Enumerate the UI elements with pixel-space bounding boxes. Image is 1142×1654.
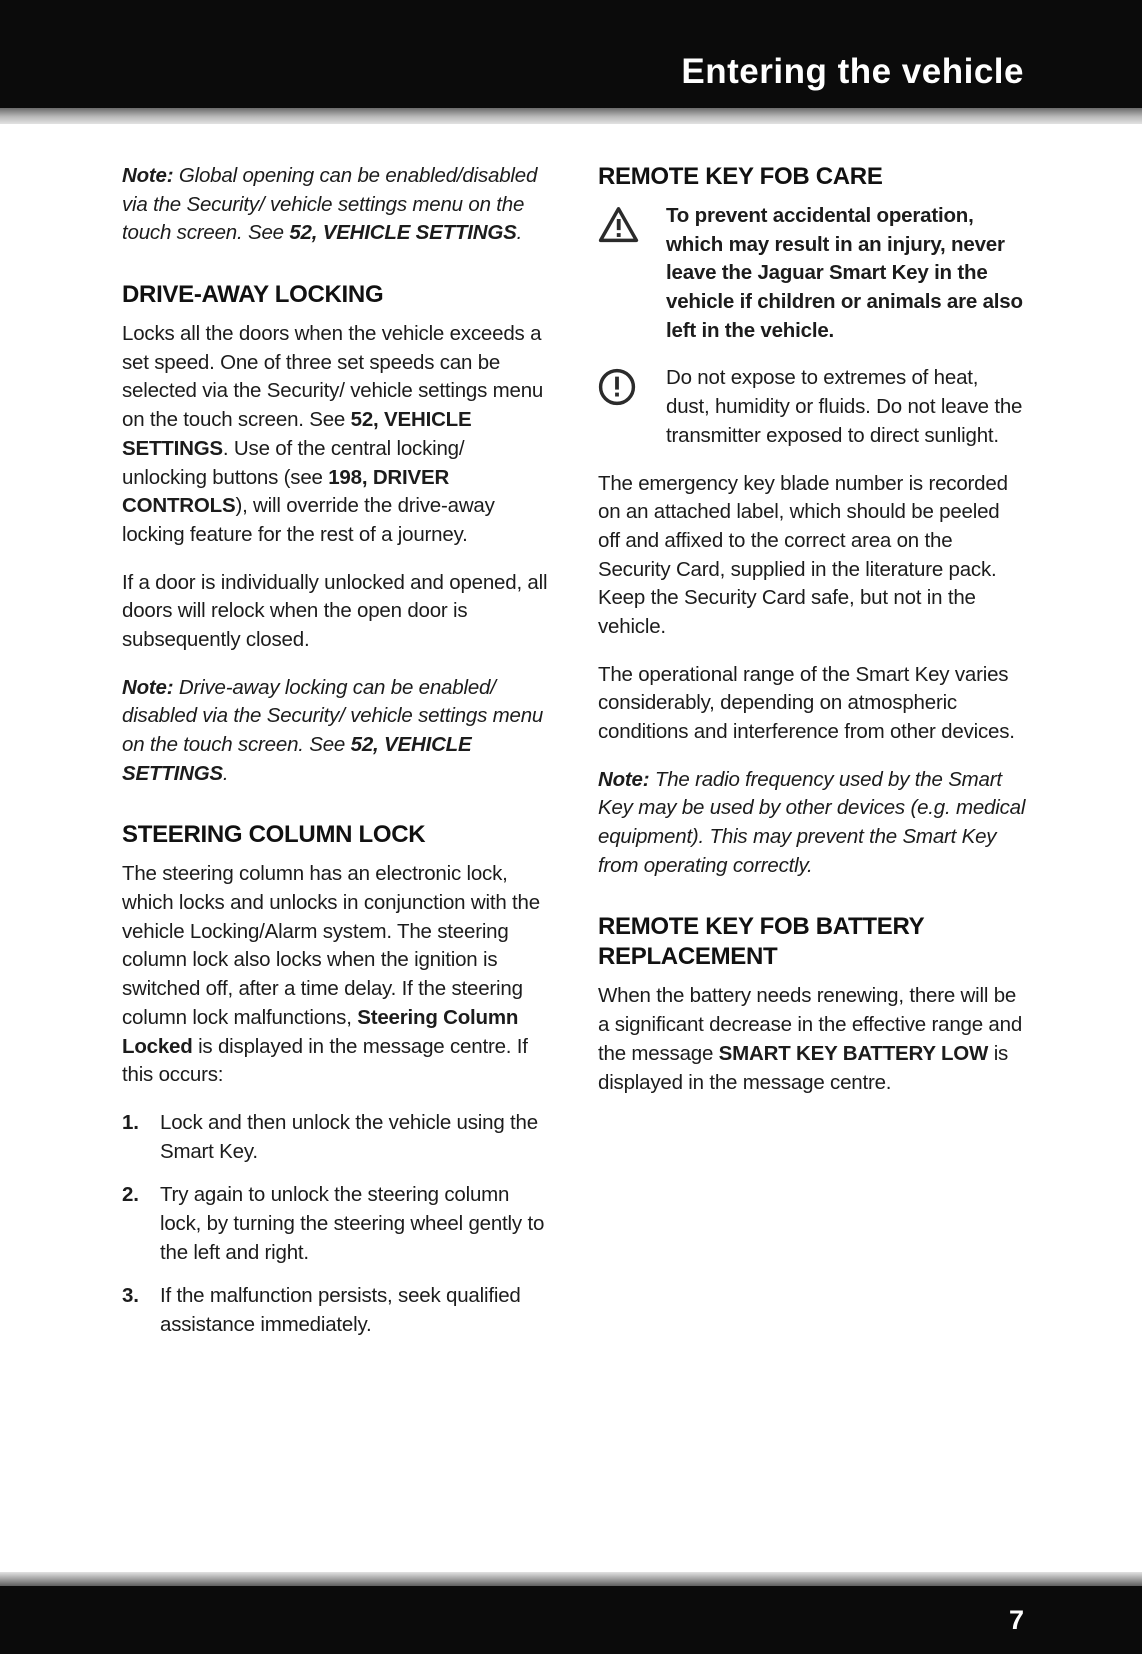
paragraph xyxy=(598,982,1026,1097)
page-number: 7 xyxy=(1008,1604,1024,1635)
note-paragraph xyxy=(122,674,550,789)
text-segment: Try again to unlock the steering column lock, by turning the steering wheel gently to the left and right. xyxy=(160,1183,545,1264)
list-item xyxy=(122,1109,550,1166)
caution-circle-icon xyxy=(598,364,642,450)
list-item xyxy=(122,1282,550,1339)
paragraph xyxy=(122,860,550,1090)
left-column xyxy=(122,162,550,1355)
text-segment: . xyxy=(516,221,523,245)
text-segment: Note: xyxy=(598,767,650,791)
text-segment: The operational range of the Smart Key varies considerably, depending on atmospheric conditions and interference from other devices. xyxy=(598,662,1015,743)
text-segment: Do not expose to extremes of heat, dust, humidity or fluids. Do not leave the transmitter exposed to direct sunlight. xyxy=(666,366,1023,447)
list-item-number: 2. xyxy=(122,1183,139,1207)
list-item-text xyxy=(160,1181,550,1267)
text-segment: Locks all the doors when the vehicle exceeds a set speed. One of three set speeds can be selected via the Security/ vehicle settings menu on the touch screen. See xyxy=(122,322,544,432)
footer xyxy=(0,1572,1142,1654)
note-paragraph xyxy=(598,766,1026,881)
icon-paragraph-text xyxy=(666,364,1026,450)
section-heading: STEERING COLUMN LOCK xyxy=(122,821,426,849)
section-heading: REMOTE KEY FOB BATTERY REPLACEMENT xyxy=(598,913,924,971)
text-segment: 52, VEHICLE SETTINGS xyxy=(122,408,472,460)
text-segment: 198, DRIVER CONTROLS xyxy=(122,465,450,518)
text-segment: If the malfunction persists, seek qualified assistance immediately. xyxy=(160,1284,521,1336)
text-segment: The emergency key blade number is recorded on an attached label, which should be peeled off and affixed to the correct area on the Security Card, supplied in the literature pack. Keep the Security Card safe, but not in the vehicle. xyxy=(598,471,1008,638)
section-heading: DRIVE-AWAY LOCKING xyxy=(122,281,384,309)
paragraph xyxy=(598,470,1026,642)
text-segment: . xyxy=(222,761,229,785)
right-column xyxy=(598,162,1026,1355)
section-heading: REMOTE KEY FOB CARE xyxy=(598,163,883,190)
text-segment: ), will override the drive-away locking feature for the rest of a journey. xyxy=(122,494,495,546)
page-title: Entering the vehicle xyxy=(681,52,1024,91)
text-segment: Lock and then unlock the vehicle using the Smart Key. xyxy=(160,1110,538,1163)
paragraph xyxy=(122,569,550,655)
text-segment: is displayed in the message centre. xyxy=(598,1041,1009,1094)
page-content xyxy=(0,124,1142,1355)
text-segment: Drive-away locking can be enabled/ disabled via the Security/ vehicle settings menu on the touch screen. See xyxy=(122,675,544,756)
text-segment: Note: xyxy=(122,164,174,187)
text-segment: If a door is individually unlocked and opened, all doors will relock when the open door is subsequently closed. xyxy=(122,570,548,651)
text-segment: The steering column has an electronic lock, which locks and unlocks in conjunction with the vehicle Locking/Alarm system. The steering column lock also locks when the ignition is switched off, after a time delay. If the steering column lock malfunctions, xyxy=(122,862,540,1029)
text-segment: Global opening can be enabled/disabled via the Security/ vehicle settings menu on the touch screen. See xyxy=(122,164,538,245)
text-segment: When the battery needs renewing, there will be a significant decrease in the effective range and the message xyxy=(598,984,1023,1065)
list-item xyxy=(122,1181,550,1267)
note-paragraph xyxy=(122,162,550,248)
header-divider-strip xyxy=(0,108,1142,124)
icon-paragraph xyxy=(598,364,1026,450)
text-segment: Steering Column Locked xyxy=(122,1005,519,1058)
text-segment: is displayed in the message centre. If this occurs: xyxy=(122,1034,528,1087)
text-segment: 52, VEHICLE SETTINGS xyxy=(122,733,472,785)
text-segment: . Use of the central locking/ unlocking buttons (see xyxy=(122,436,465,489)
warning-triangle-icon xyxy=(598,202,642,345)
list-item-text xyxy=(160,1109,550,1166)
list-item-number: 1. xyxy=(122,1110,139,1134)
icon-paragraph-text xyxy=(666,202,1026,345)
icon-paragraph xyxy=(598,202,1026,345)
header-bar xyxy=(0,0,1142,108)
list-item-text xyxy=(160,1282,550,1339)
footer-divider-strip xyxy=(0,1572,1142,1586)
text-segment: 52, VEHICLE SETTINGS xyxy=(289,221,517,245)
text-segment: Note: xyxy=(122,675,174,699)
numbered-list xyxy=(122,1109,550,1340)
paragraph xyxy=(598,661,1026,747)
list-item-number: 3. xyxy=(122,1284,139,1308)
footer-bar xyxy=(0,1586,1142,1654)
paragraph xyxy=(122,320,550,550)
text-segment: To prevent accidental operation, which may result in an injury, never leave the Jaguar Smart Key in the vehicle if children or animals are also left in the vehicle. xyxy=(666,204,1023,342)
text-segment: SMART KEY BATTERY LOW xyxy=(718,1041,989,1065)
text-segment: The radio frequency used by the Smart Key may be used by other devices (e.g. medical equipment). This may prevent the Smart Key from operating correctly. xyxy=(598,767,1026,877)
